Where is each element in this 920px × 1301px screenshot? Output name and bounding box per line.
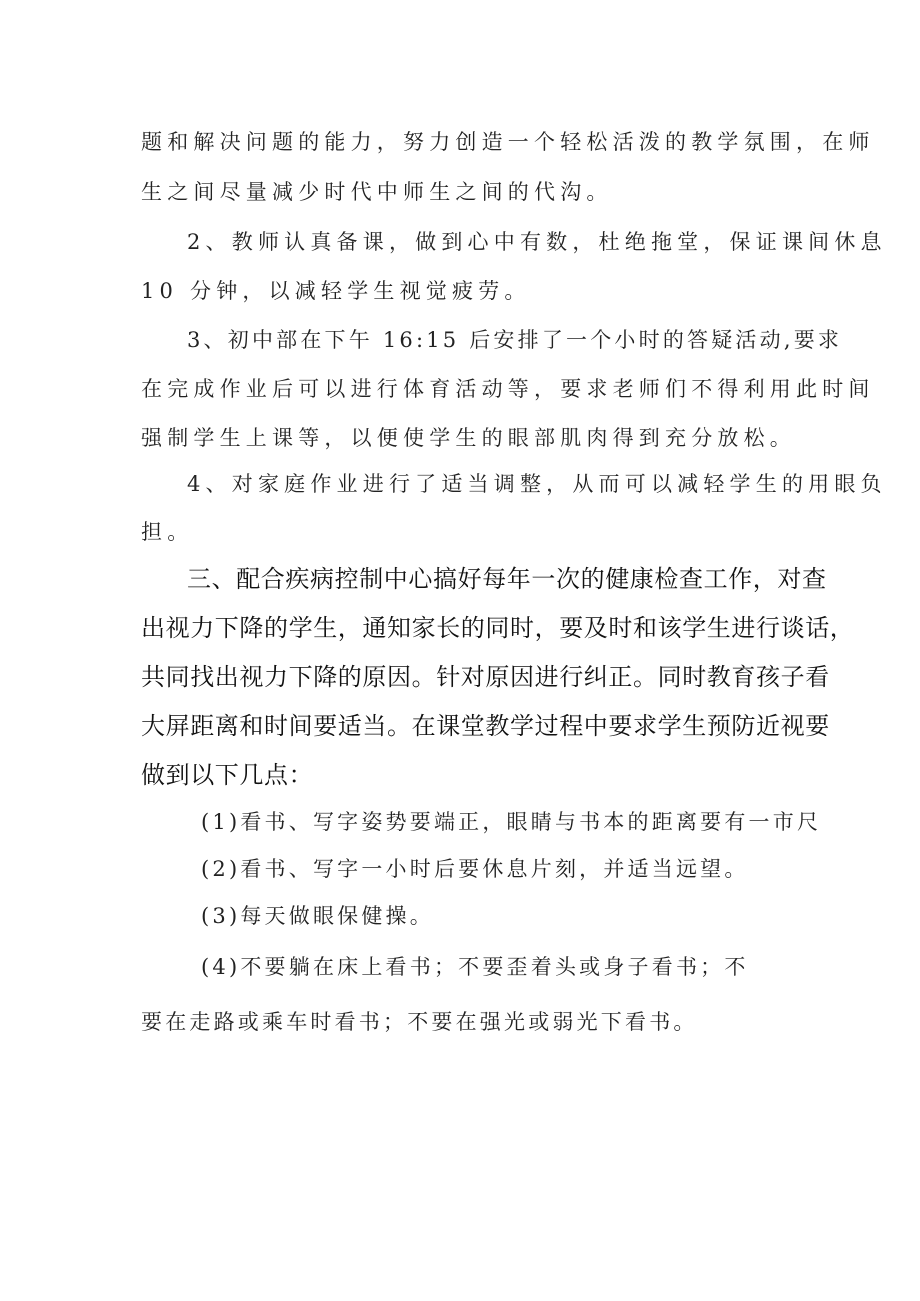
item-3-line-2: 在完成作业后可以进行体育活动等，要求老师们不得利用此时间 <box>141 377 875 401</box>
section-3-line-1: 三、配合疾病控制中心搞好每年一次的健康检查工作，对查 <box>187 565 827 593</box>
paragraph-1-line-2: 生之间尽量减少时代中师生之间的代沟。 <box>141 180 613 204</box>
item-4-line-1: 4、对家庭作业进行了适当调整，从而可以减轻学生的用眼负 <box>187 472 887 496</box>
item-3-line-1: 3、初中部在下午 16:15 后安排了一个小时的答疑活动,要求 <box>187 328 843 352</box>
section-3-line-3: 共同找出视力下降的原因。针对原因进行纠正。同时教育孩子看 <box>141 663 830 691</box>
point-3: (3)每天做眼保健操。 <box>201 904 434 928</box>
section-3-line-4: 大屏距离和时间要适当。在课堂教学过程中要求学生预防近视要 <box>141 712 830 740</box>
section-3-line-5: 做到以下几点： <box>141 761 314 789</box>
item-2-line-2: 10 分钟，以减轻学生视觉疲劳。 <box>141 279 531 303</box>
point-1: (1)看书、写字姿势要端正，眼睛与书本的距离要有一市尺 <box>201 810 822 834</box>
point-4-line-1: (4)不要躺在床上看书；不要歪着头或身子看书；不 <box>201 955 749 979</box>
point-2: (2)看书、写字一小时后要休息片刻，并适当远望。 <box>201 857 749 881</box>
item-3-line-3: 强制学生上课等，以便使学生的眼部肌肉得到充分放松。 <box>141 426 796 450</box>
point-4-line-2: 要在走路或乘车时看书；不要在强光或弱光下看书。 <box>141 1010 698 1034</box>
section-3-line-2: 出视力下降的学生，通知家长的同时，要及时和该学生进行谈话， <box>141 614 855 642</box>
item-4-line-2: 担。 <box>141 520 194 544</box>
item-2-line-1: 2、教师认真备课，做到心中有数，杜绝拖堂，保证课间休息 <box>187 230 887 254</box>
paragraph-1-line-1: 题和解决问题的能力，努力创造一个轻松活泼的教学氛围，在师 <box>141 130 875 154</box>
